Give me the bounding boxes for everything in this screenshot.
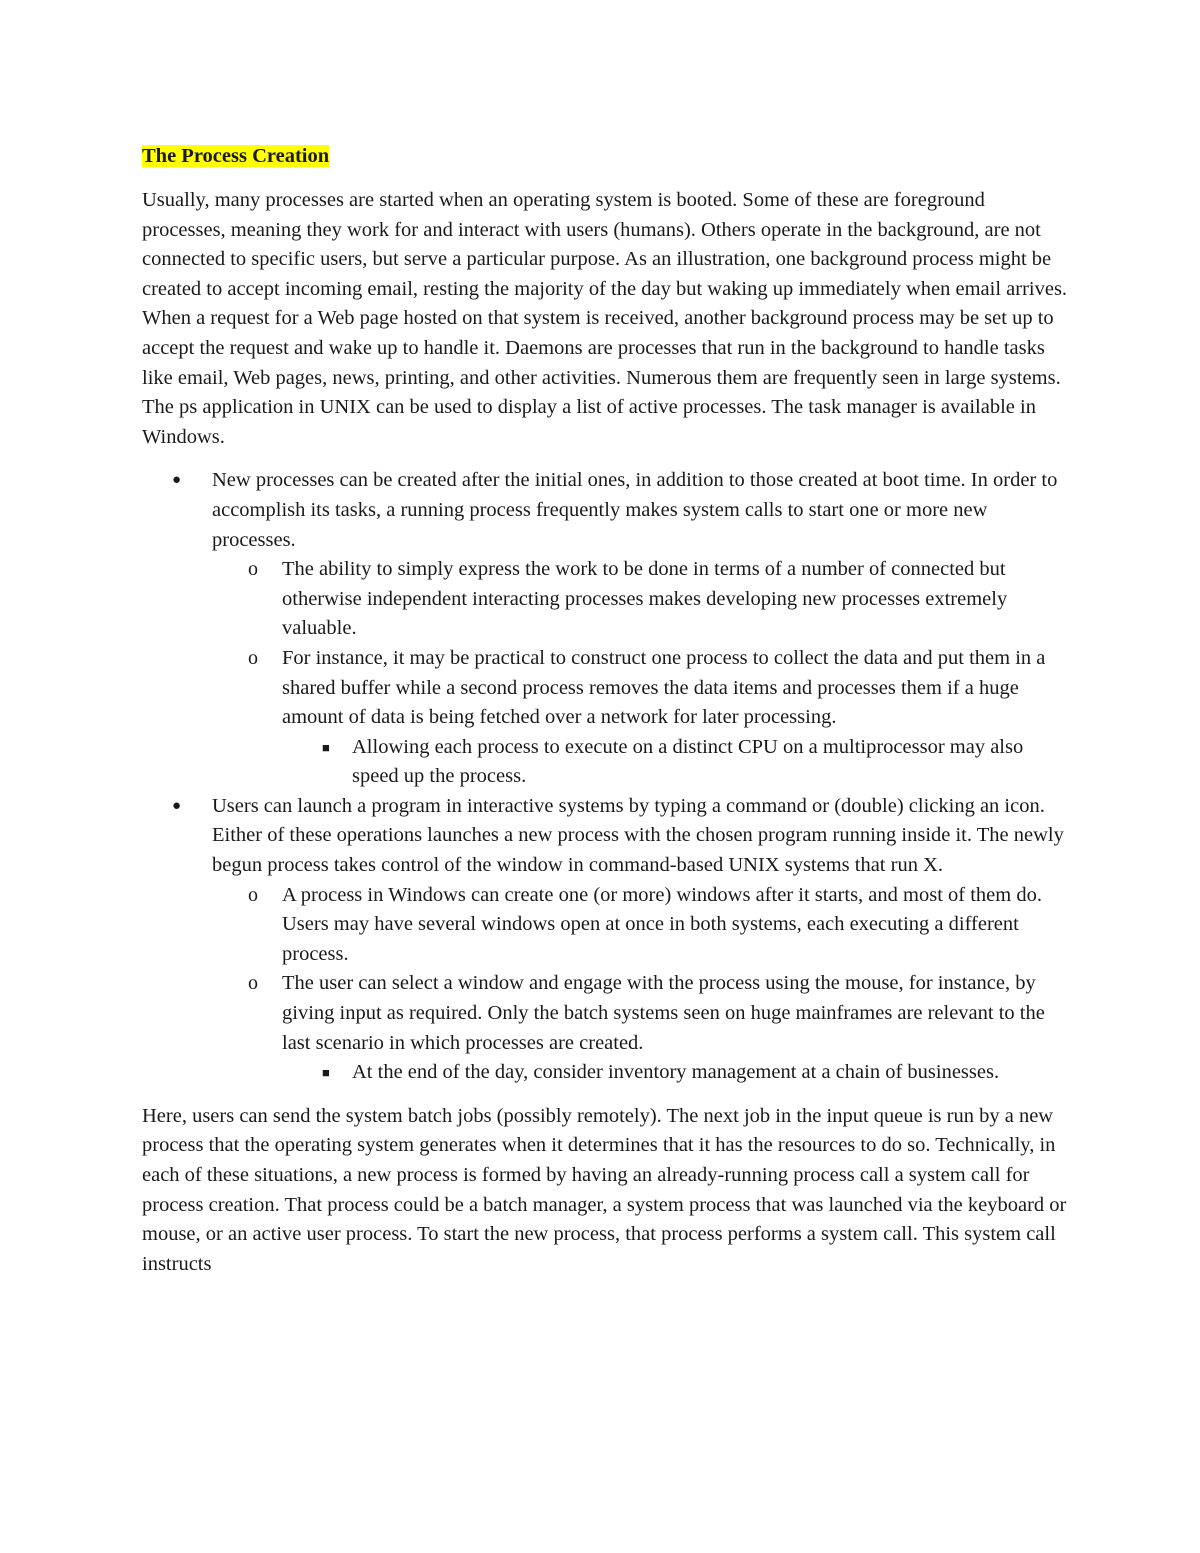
sub-bullet-text: A process in Windows can create one (or more) windows after it starts, and most of them do. Users may have several windows open at once in both systems, each executing a different process. — [282, 883, 1042, 965]
circle-bullet-icon: o — [248, 972, 258, 995]
closing-paragraph: Here, users can send the system batch jobs (possibly remotely). The next job in the input queue is run by a new process that the operating system generates when it determines that it has the resources to do so. Technically, in each of these situations, a new process is formed by having an already-running process call a system call for process creation. That process could be a batch manager, a system process that was launched via the keyboard or mouse, or an active user process. To start the new process, that process performs a system call. This system call instructs — [142, 1104, 1067, 1275]
sub-bullet-text: The user can select a window and engage with the process using the mouse, for instance, by giving input as required. Only the batch systems seen on huge mainframes are relevant to the last scenario in which processes are created. — [282, 972, 1045, 1054]
bullet-list-block — [142, 466, 1072, 1087]
sub-bullet-item — [212, 555, 1072, 644]
sub-bullet-item — [212, 881, 1072, 970]
bullet-list — [142, 466, 1072, 1087]
sub-sub-bullet-list — [282, 733, 1072, 792]
sub-sub-bullet-item — [282, 733, 1072, 792]
square-bullet-icon: ■ — [322, 1065, 330, 1081]
square-bullet-icon: ■ — [322, 739, 330, 755]
intro-paragraph: Usually, many processes are started when an operating system is booted. Some of these are foreground processes, meaning they work for and interact with users (humans). Others operate in the background, are not connected to specific users, but serve a particular purpose. As an illustration, one background process might be created to accept incoming email, resting the majority of the day but waking up immediately when email arrives. When a request for a Web page hosted on that system is received, another background process may be set up to accept the request and wake up to handle it. Daemons are processes that run in the background to handle tasks like email, Web pages, news, printing, and other activities. Numerous them are frequently seen in large systems. The ps application in UNIX can be used to display a list of active processes. The task manager is available in Windows. — [142, 189, 1068, 448]
sub-sub-bullet-text: Allowing each process to execute on a distinct CPU on a multiprocessor may also speed up the process. — [352, 735, 1024, 788]
bullet-item — [142, 466, 1072, 792]
bullet-item — [142, 792, 1072, 1088]
sub-bullet-text: The ability to simply express the work to be done in terms of a number of connected but otherwise independent interacting processes makes developing new processes extremely valuable. — [282, 558, 1008, 640]
circle-bullet-icon: o — [248, 558, 258, 581]
sub-bullet-list — [212, 555, 1072, 792]
circle-bullet-icon: o — [248, 646, 258, 669]
circle-bullet-icon: o — [248, 883, 258, 906]
sub-bullet-text: For instance, it may be practical to construct one process to collect the data and put them in a shared buffer while a second process removes the data items and processes them if a huge amount of data is being fetched over a network for later processing. — [282, 646, 1046, 729]
document-page — [142, 140, 1072, 1293]
sub-bullet-item — [212, 969, 1072, 1087]
bullet-icon: ● — [172, 797, 182, 814]
document-title: The Process Creation — [142, 145, 330, 167]
title-line — [142, 140, 1072, 172]
bullet-text: Users can launch a program in interactive systems by typing a command or (double) clicking an icon. Either of these operations launches a new process with the chosen program running inside it. The newly begun process takes control of the window in command-based UNIX systems that run X. — [212, 794, 1064, 877]
bullet-text: New processes can be created after the initial ones, in addition to those created at boot time. In order to accomplish its tasks, a running process frequently makes system calls to start one or more new processes. — [212, 469, 1058, 551]
sub-bullet-list — [212, 881, 1072, 1088]
sub-sub-bullet-item — [282, 1058, 1072, 1088]
sub-bullet-item — [212, 644, 1072, 792]
sub-sub-bullet-text: At the end of the day, consider inventory management at a chain of businesses. — [352, 1061, 1000, 1084]
bullet-icon: ● — [172, 472, 182, 489]
sub-sub-bullet-list — [282, 1058, 1072, 1088]
